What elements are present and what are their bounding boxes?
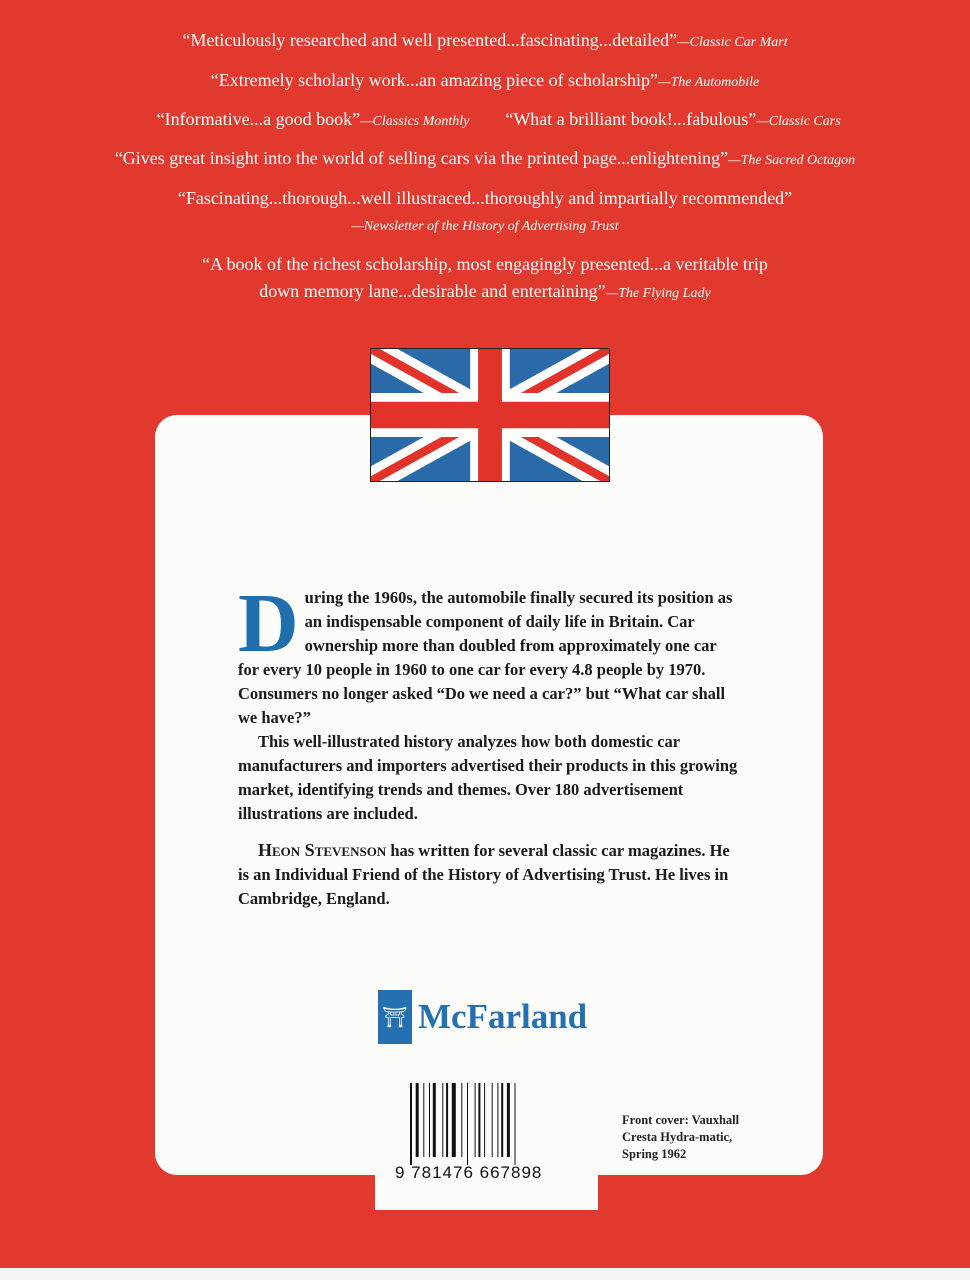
quote: down memory lane...desirable and entertaining”—The Flying Lady [259, 281, 711, 301]
barcode-bar [433, 1083, 436, 1157]
barcode-bar [461, 1083, 462, 1157]
quote-source: —Newsletter of the History of Advertising Trust [351, 219, 619, 234]
quote: “Meticulously researched and well presented...fascinating...detailed”—Classic Car Mart [182, 30, 788, 50]
barcode [410, 1083, 560, 1165]
barcode-bar [446, 1083, 448, 1157]
barcode-bar [492, 1083, 493, 1157]
barcode-bar [429, 1083, 430, 1157]
quote: “Extremely scholarly work...an amazing piece of scholarship”—The Automobile [210, 70, 760, 90]
publisher-logo: ⛩ McFarland [378, 990, 587, 1044]
union-jack-flag [370, 348, 610, 482]
isbn-number: 9 781476 667898 [395, 1163, 543, 1182]
barcode-bar [416, 1083, 419, 1157]
book-description [238, 577, 738, 911]
barcode-bar [452, 1083, 456, 1157]
description-paragraph: uring the 1960s, the automobile finally secured its position as an indispensable component of daily life in Britain. Car ownership more than doubled from approximately one car for every 10 people in 1960 to one car for every 4.8 people by 1970. Consumers no longer asked “Do we need a car?” but “What car shall we have?” [238, 588, 733, 727]
barcode-bar [442, 1083, 443, 1157]
barcode-bar [484, 1083, 485, 1157]
quote: “What a brilliant book!...fabulous”—Classic Cars [505, 109, 841, 129]
description-paragraph: This well-illustrated history analyzes how both domestic car manufacturers and importers advertised their products in this growing market, identifying trends and themes. Over 180 advertisement illustrations are included. [238, 732, 738, 823]
barcode-bar [478, 1083, 480, 1157]
author-bio: Heon Stevenson has written for several classic car magazines. He is an Individual Friend of the History of Advertising Trust. He lives in Cambridge, England. [238, 840, 730, 908]
drop-cap: D [238, 577, 299, 670]
barcode-bar [423, 1083, 424, 1157]
quote: “Gives great insight into the world of selling cars via the printed page...enlightening”—The Sacred Octagon [114, 148, 856, 168]
barcode-bar [475, 1083, 476, 1157]
quote: “Fascinating...thorough...well illustraced...thoroughly and impartially recommended” [177, 188, 793, 208]
barcode-bar [507, 1083, 510, 1157]
barcode-bar [497, 1083, 498, 1157]
page-edge [0, 1268, 970, 1280]
quote: “A book of the richest scholarship, most engagingly presented...a veritable trip [202, 254, 768, 274]
barcode-bar [410, 1083, 412, 1165]
quote: “Informative...a good book”—Classics Monthly [156, 109, 470, 129]
cover-credit: Front cover: Vauxhall Cresta Hydra-matic, Spring 1962 [622, 1113, 740, 1161]
barcode-bar [515, 1083, 516, 1165]
publisher-emblem-icon: ⛩ [378, 990, 412, 1044]
barcode-bar [501, 1083, 503, 1157]
barcode-bar [467, 1083, 468, 1165]
